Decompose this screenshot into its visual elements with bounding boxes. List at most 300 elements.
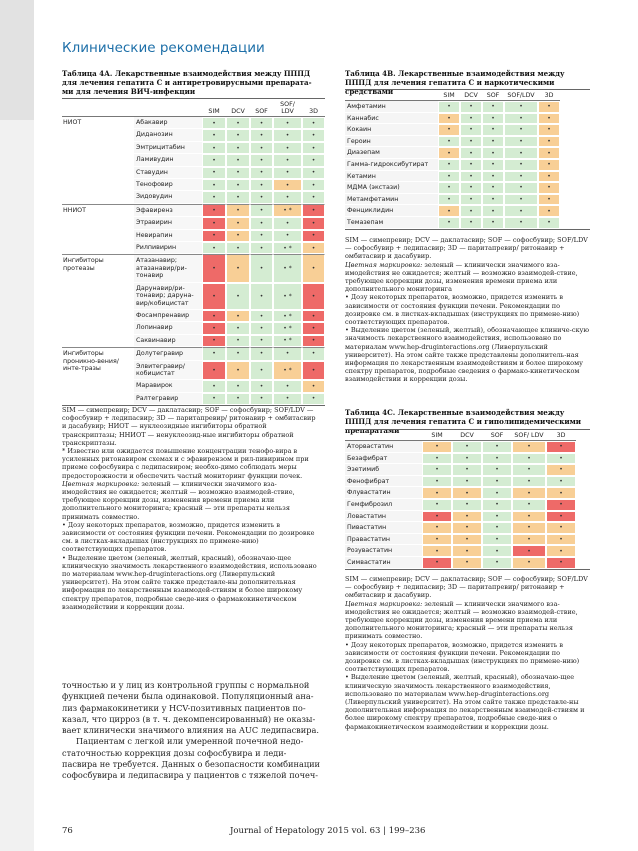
interaction-cell: • [482, 182, 504, 194]
interaction-cell: • [504, 113, 538, 125]
interaction-cell: • [460, 113, 482, 125]
interaction-cell: • [504, 159, 538, 171]
interaction-cell: • [452, 534, 482, 546]
interaction-cell: • [302, 117, 325, 129]
interaction-cell: • [546, 545, 576, 557]
interaction-cell: • [202, 347, 226, 360]
interaction-cell: • [302, 179, 325, 191]
drug-name: Кокаин [345, 124, 438, 136]
interaction-cell: • [452, 453, 482, 465]
interaction-cell: • [302, 393, 325, 405]
table-b [345, 89, 590, 230]
drug-name: Героин [345, 136, 438, 148]
interaction-cell: • [250, 393, 273, 405]
group-label: НИОТ [63, 119, 82, 126]
interaction-cell: • [302, 335, 325, 347]
interaction-cell: • [538, 101, 560, 113]
interaction-cell: • [250, 179, 273, 191]
group-label: ННИОТ [62, 204, 134, 255]
column-header: SIM [202, 99, 226, 117]
table-a-title: Таблица 4А. Лекарственные взаимодействия между ПППД для лечения гепатита С и антиретровирусными препарата-ми для лечения ВИЧ-инфекции [62, 69, 312, 96]
drug-name: Саквинавир [134, 335, 202, 347]
interaction-cell: • [302, 347, 325, 360]
interaction-cell: • [250, 347, 273, 360]
interaction-cell: • [273, 117, 302, 129]
interaction-cell: • [302, 191, 325, 203]
interaction-cell: • [546, 557, 576, 569]
column-header [134, 99, 202, 117]
interaction-cell: • [438, 171, 460, 183]
interaction-cell: • [512, 534, 546, 546]
interaction-cell: • [452, 557, 482, 569]
interaction-cell: • * [273, 322, 302, 334]
interaction-cell: • [460, 159, 482, 171]
drug-name: Этравирин [134, 217, 202, 229]
interaction-cell: • [512, 487, 546, 499]
drug-name: Ставудин [134, 167, 202, 179]
interaction-cell: • [422, 534, 452, 546]
interaction-cell: • [512, 545, 546, 557]
interaction-cell: • [452, 522, 482, 534]
drug-name: Маравирок [134, 380, 202, 392]
interaction-cell: • [422, 545, 452, 557]
table-b-notes [345, 236, 593, 384]
drug-name: Долутегравир [134, 347, 202, 360]
drug-name: Фенциклидин [345, 205, 438, 217]
interaction-cell: • [273, 393, 302, 405]
interaction-cell: • [202, 361, 226, 381]
drug-name: Диазепам [345, 147, 438, 159]
note-bullet: • Дозу некоторых препаратов, возможно, придется изменить в зависимости от состояния функции печени. Рекомендации по дозировке см. в листках-вкладышах (инструкциях по примене-нию) соответствующих препаратов. [345, 640, 580, 674]
drug-name: Невирапин [134, 230, 202, 242]
interaction-cell: • [438, 136, 460, 148]
interaction-cell: • [482, 136, 504, 148]
interaction-cell: • [422, 511, 452, 523]
interaction-cell: • [302, 204, 325, 217]
interaction-cell: • [482, 441, 512, 453]
note-bullet: • Выделение цветом (зеленый, желтый, красный), обозначаю-щее клиническую значимость лекарственного взаимодействия, использовано по материалам www.hep-druginteractions.org (Ливерпульский университет). На этом сайте также представле-ны дополнительная информация по лекарственным взаимодей-ствиям и более широкому спектру препаратов, подробные сведе-ния о фармакокинетическом взаимодействии и коррекции дозы. [345, 673, 585, 731]
interaction-cell: • [226, 283, 250, 310]
interaction-cell: • [226, 254, 250, 282]
drug-name: Гамма-гидроксибутират [345, 159, 438, 171]
table-c-grid [345, 430, 590, 569]
column-header: SIM [438, 90, 460, 101]
interaction-cell: • * [273, 283, 302, 310]
interaction-cell: • [546, 476, 576, 488]
interaction-cell: • [273, 142, 302, 154]
interaction-cell: • [422, 441, 452, 453]
interaction-cell: • [438, 113, 460, 125]
interaction-cell: • [302, 230, 325, 242]
interaction-cell: • [512, 511, 546, 523]
interaction-cell: • [273, 191, 302, 203]
drug-name: МДМА (экстази) [345, 182, 438, 194]
interaction-cell: • [538, 136, 560, 148]
interaction-cell: • [452, 499, 482, 511]
drug-name: Тенофовир [134, 179, 202, 191]
interaction-cell: • [538, 205, 560, 217]
interaction-cell: • [482, 453, 512, 465]
interaction-cell: • [482, 557, 512, 569]
interaction-cell: • [250, 310, 273, 322]
drug-name: Ловастатин [345, 511, 422, 523]
page-footer [0, 826, 638, 842]
interaction-cell: • [422, 453, 452, 465]
interaction-cell: • * [273, 204, 302, 217]
interaction-cell: • [504, 124, 538, 136]
interaction-cell: • [302, 142, 325, 154]
column-header [345, 430, 422, 441]
drug-name: Фенофибрат [345, 476, 422, 488]
interaction-cell: • [250, 242, 273, 254]
interaction-cell: • [302, 283, 325, 310]
interaction-cell: • * [273, 310, 302, 322]
journal-citation: Journal of Hepatology 2015 vol. 63 | 199–236 [230, 826, 426, 836]
interaction-cell: • [482, 534, 512, 546]
interaction-cell: • [482, 124, 504, 136]
drug-name: Розувастатин [345, 545, 422, 557]
body-paragraph: Пациентам с легкой или умеренной почечной недо-статочностью коррекция дозы софосбувира и леди-пасвира не требуется. Данных о безопасности комбинации софосбувира и ледипасвира у пациентов с тяжелой почеч- [62, 736, 321, 781]
interaction-cell: • [302, 322, 325, 334]
drug-name: Эфавиренз [134, 204, 202, 217]
color-legend-label: Цветная маркировка: [345, 260, 423, 269]
interaction-cell: • [482, 217, 504, 229]
interaction-cell: • [273, 129, 302, 141]
drug-name: Пивастатин [345, 522, 422, 534]
drug-name: Симвастатин [345, 557, 422, 569]
interaction-cell: • [546, 464, 576, 476]
interaction-cell: • [512, 522, 546, 534]
interaction-cell: • [273, 347, 302, 360]
interaction-cell: • [482, 101, 504, 113]
interaction-cell: • [422, 557, 452, 569]
interaction-cell: • [202, 254, 226, 282]
interaction-cell: • [538, 194, 560, 206]
interaction-cell: • [302, 242, 325, 254]
drug-name: Амфетамин [345, 101, 438, 113]
drug-name: Рилпивирин [134, 242, 202, 254]
interaction-cell: • [202, 393, 226, 405]
interaction-cell: • [302, 361, 325, 381]
interaction-cell: • [202, 322, 226, 334]
body-text [62, 680, 320, 782]
interaction-cell: • [422, 464, 452, 476]
interaction-cell: • [438, 194, 460, 206]
note-bullet: • Выделение цветом (зеленый, желтый, красный), обозначаю-щее клиническую значимость лекарственного взаимодействия, использовано по материалам www.hep-druginteractions.org (Ливерпульский университет). На этом сайте также представле-ны дополнительная информация по лекарственным взаимодей-ствиям и более широкому спектру препаратов, подробные сведе-ния о фармакокинетическом взаимодействии и коррекции дозы. [62, 553, 317, 611]
interaction-cell: • [202, 167, 226, 179]
interaction-cell: • [250, 361, 273, 381]
table-a-grid [62, 99, 325, 405]
drug-name: Фосампренавир [134, 310, 202, 322]
body-paragraph: точностью и у лиц из контрольной группы с нормальной функцией печени была одинаковой. Популяционный ана-лиз фармакокинетики у HCV-позитивных пациентов по-казал, что цирроз (в т. ч. декомпенсированный) не оказы-вает клинически значимого влияния на AUC ледипасвира. [62, 680, 319, 736]
interaction-cell: • [250, 129, 273, 141]
interaction-cell: • [202, 191, 226, 203]
drug-name: Дарунавир/ри-тонавир; даруна-вир/кобицистат [134, 283, 202, 310]
interaction-cell: • [452, 441, 482, 453]
interaction-cell: • [250, 217, 273, 229]
interaction-cell: • [538, 182, 560, 194]
column-header: DCV [226, 99, 250, 117]
drug-name: Эмтрицитабин [134, 142, 202, 154]
interaction-cell: • [250, 191, 273, 203]
table-c-title: Таблица 4С. Лекарственные взаимодействия между ПППД для лечения гепатита С и гиполипидемическими препаратами [345, 408, 582, 435]
interaction-cell: • [438, 159, 460, 171]
interaction-cell: • [504, 101, 538, 113]
interaction-cell: • [482, 205, 504, 217]
drug-name: Темазепам [345, 217, 438, 229]
interaction-cell: • [546, 453, 576, 465]
interaction-cell: • [546, 499, 576, 511]
interaction-cell: • [202, 117, 226, 129]
interaction-cell: • [226, 204, 250, 217]
interaction-cell: • [482, 499, 512, 511]
drug-name: Ламивудин [134, 154, 202, 166]
interaction-cell: • [302, 154, 325, 166]
table-c-notes [345, 575, 593, 731]
column-header: SOF/LDV [504, 90, 538, 101]
interaction-cell: • [273, 230, 302, 242]
interaction-cell: • [202, 179, 226, 191]
interaction-cell: • [226, 167, 250, 179]
interaction-cell: • [202, 310, 226, 322]
interaction-cell: • [226, 179, 250, 191]
interaction-cell: • [250, 154, 273, 166]
interaction-cell: • [504, 171, 538, 183]
drug-name: Диданозин [134, 129, 202, 141]
interaction-cell: • [226, 380, 250, 392]
interaction-cell: • [546, 441, 576, 453]
interaction-cell: • [438, 182, 460, 194]
interaction-cell: • [273, 217, 302, 229]
column-header: 3D [302, 99, 325, 117]
interaction-cell: • [422, 522, 452, 534]
column-header: SOF [250, 99, 273, 117]
interaction-cell: • [302, 310, 325, 322]
drug-name: Ралтегравир [134, 393, 202, 405]
interaction-cell: • [512, 453, 546, 465]
column-header: SOF/ LDV [273, 99, 302, 117]
interaction-cell: • [202, 335, 226, 347]
color-legend-text: зеленый — клинически значимого вза-имодействия не ожидается; желтый — возможно взаимодей-ствие, требующее коррекции дозы, изменения времени приема или дополнительного мониторинга; красный — эти препараты нельзя принимать совместно. [345, 599, 578, 641]
interaction-cell: • [438, 205, 460, 217]
interaction-cell: • [438, 124, 460, 136]
interaction-cell: • [482, 464, 512, 476]
table-a-notes [62, 406, 317, 611]
interaction-cell: • [438, 217, 460, 229]
interaction-cell: • [202, 380, 226, 392]
page-number: 76 [62, 826, 73, 836]
interaction-cell: • [250, 167, 273, 179]
interaction-cell: • [460, 171, 482, 183]
column-header: SIM [422, 430, 452, 441]
interaction-cell: • [422, 476, 452, 488]
interaction-cell: • [302, 254, 325, 282]
interaction-cell: • [482, 147, 504, 159]
interaction-cell: • [422, 499, 452, 511]
interaction-cell: • [202, 129, 226, 141]
interaction-cell: • * [273, 242, 302, 254]
interaction-cell: • [452, 545, 482, 557]
drug-name: Флувастатин [345, 487, 422, 499]
interaction-cell: • [546, 511, 576, 523]
drug-name: Зидовудин [134, 191, 202, 203]
interaction-cell: • [202, 154, 226, 166]
interaction-cell: • [438, 147, 460, 159]
drug-name: Правастатин [345, 534, 422, 546]
table-c [345, 429, 590, 570]
interaction-cell: • [226, 310, 250, 322]
interaction-cell: • * [273, 361, 302, 381]
column-header: SOF [482, 430, 512, 441]
interaction-cell: • [202, 142, 226, 154]
note-text: SIM — симепревир; DCV — даклатасвир; SOF — софосбувир; SOF/LDV — софосбувир + ледипасвир; 3D — паритапревир/ ритонавир + омбитасвир и дасабувир. [345, 236, 588, 261]
interaction-cell: • [226, 230, 250, 242]
note-bullet: • Выделение цветом (зеленый, желтый), обозначающее клиниче-скую значимость лекарственного взаимодействия, использовано по материалам www.hep-druginteractions.org (Ливерпульский университет). На этом сайте также представлены дополнитель-ная информация по лекарственным взаимодействиям и более широкому спектру препаратов, подробные сведения о фармако-кинетическом взаимодействии и коррекции дозы. [345, 326, 590, 384]
interaction-cell: • [226, 217, 250, 229]
drug-name: Абакавир [134, 117, 202, 129]
column-header: 3D [538, 90, 560, 101]
column-header: DCV [460, 90, 482, 101]
interaction-cell: • [452, 464, 482, 476]
drug-name: Безафибрат [345, 453, 422, 465]
drug-name: Гемфиброзил [345, 499, 422, 511]
color-legend [345, 600, 593, 641]
interaction-cell: • [302, 167, 325, 179]
interaction-cell: • [438, 101, 460, 113]
interaction-cell: • [538, 171, 560, 183]
interaction-cell: • [226, 142, 250, 154]
interaction-cell: • [250, 322, 273, 334]
interaction-cell: • [512, 476, 546, 488]
drug-name: Атазанавир; атазанавир/ри-тонавир [134, 254, 202, 282]
interaction-cell: • [512, 499, 546, 511]
interaction-cell: • [482, 194, 504, 206]
interaction-cell: • [482, 545, 512, 557]
interaction-cell: • [302, 380, 325, 392]
group-label: Ингибиторы протеазы [62, 254, 134, 347]
column-header: SOF/ LDV [512, 430, 546, 441]
page-side-band-accent [0, 0, 34, 120]
interaction-cell: • [512, 441, 546, 453]
interaction-cell: • [504, 217, 538, 229]
section-header: Клинические рекомендации [62, 40, 265, 56]
interaction-cell: • [422, 487, 452, 499]
interaction-cell: • [504, 205, 538, 217]
interaction-cell: • [226, 117, 250, 129]
interaction-cell: • [546, 487, 576, 499]
drug-name: Лопинавир [134, 322, 202, 334]
interaction-cell: • [504, 136, 538, 148]
interaction-cell: • [538, 124, 560, 136]
interaction-cell: • [250, 204, 273, 217]
interaction-cell: • [250, 142, 273, 154]
interaction-cell: • [504, 147, 538, 159]
interaction-cell: • [538, 113, 560, 125]
interaction-cell: • [482, 522, 512, 534]
drug-name: Аторвастатин [345, 441, 422, 453]
interaction-cell: • [460, 101, 482, 113]
note-bullet: • Дозу некоторых препаратов, возможно, придется изменить в зависимости от состояния функции печени. Рекомендации по дозировке см. в листках-вкладышах (инструкциях по примене-нию) соответствующих препаратов. [62, 520, 315, 554]
interaction-cell: • [202, 283, 226, 310]
table-b-title: Таблица 4В. Лекарственные взаимодействия между ПППД для лечения гепатита С и наркотическими средствами [345, 69, 565, 96]
drug-name: Кетамин [345, 171, 438, 183]
interaction-cell: • [250, 380, 273, 392]
interaction-cell: • [452, 511, 482, 523]
interaction-cell: • [226, 347, 250, 360]
interaction-cell: • [504, 182, 538, 194]
interaction-cell: • [202, 242, 226, 254]
interaction-cell: • [302, 217, 325, 229]
interaction-cell: • [460, 136, 482, 148]
color-legend-label: Цветная маркировка: [345, 599, 423, 608]
interaction-cell: • [482, 171, 504, 183]
interaction-cell: • [250, 230, 273, 242]
interaction-cell: • [250, 254, 273, 282]
interaction-cell: • [538, 217, 560, 229]
interaction-cell: • [512, 557, 546, 569]
interaction-cell: • [226, 322, 250, 334]
color-legend-text: зеленый — клинически значимого вза-имодействия не ожидается; желтый — возможно взаимодей-ствие, требующее коррекции дозы, изменения времени приема или дополнительного мониторинга; красный — эти препараты нельзя принимать совместно. [62, 479, 295, 521]
interaction-cell: • [226, 242, 250, 254]
interaction-cell: • [482, 487, 512, 499]
interaction-cell: • [250, 283, 273, 310]
color-legend [62, 480, 317, 521]
interaction-cell: • [250, 335, 273, 347]
table-b-grid [345, 90, 590, 229]
column-header: 3D [546, 430, 576, 441]
note-text: * Известно или ожидается повышение концентрации тенофо-вира в усиленных ритонавиром схемах и с эфавирензом и рил-пивирином при приеме софосбувира с ледипасвиром; необхо-димо соблюдать меры предосторожности и обеспечить частый мониторинг функции почек. [62, 447, 309, 480]
interaction-cell: • [226, 154, 250, 166]
interaction-cell: • [460, 147, 482, 159]
interaction-cell: • [460, 217, 482, 229]
note-bullet: • Дозу некоторых препаратов, возможно, придется изменить в зависимости от состояния функции печени. Рекомендации по дозировке см. в листках-вкладышах (инструкциях по примене-нию) соответствующих препаратов. [345, 293, 580, 327]
interaction-cell: • [546, 522, 576, 534]
column-header: DCV [452, 430, 482, 441]
drug-name: Метамфетамин [345, 194, 438, 206]
note-text: SIM — симепревир; DCV — даклатасвир; SOF — софосбувир; SOF/LDV — софосбувир + ледипасвир; 3D — паритапревир/ ритонавир + омбитасвир и дасабувир. [345, 575, 588, 600]
interaction-cell: • [452, 487, 482, 499]
interaction-cell: • [273, 167, 302, 179]
drug-name: Каннабис [345, 113, 438, 125]
column-header [345, 90, 438, 101]
column-header: SOF [482, 90, 504, 101]
interaction-cell: • [460, 124, 482, 136]
interaction-cell: • [273, 154, 302, 166]
color-legend-label: Цветная маркировка: [62, 479, 140, 488]
drug-name: Элвитегравир/ кобицистат [134, 361, 202, 381]
interaction-cell: • [202, 204, 226, 217]
interaction-cell: • [226, 129, 250, 141]
interaction-cell: • [460, 182, 482, 194]
interaction-cell: • [226, 361, 250, 381]
interaction-cell: • * [273, 335, 302, 347]
interaction-cell: • [460, 205, 482, 217]
interaction-cell: • [226, 335, 250, 347]
interaction-cell: • [512, 464, 546, 476]
interaction-cell: • [482, 511, 512, 523]
column-header [62, 99, 134, 117]
interaction-cell: • [302, 129, 325, 141]
interaction-cell: • [482, 476, 512, 488]
interaction-cell: • [202, 230, 226, 242]
interaction-cell: • [273, 380, 302, 392]
interaction-cell: • [482, 159, 504, 171]
group-label: Ингибиторы проникно-вения/инте-тразы [62, 347, 134, 405]
page-side-band [0, 0, 34, 851]
interaction-cell: • [482, 113, 504, 125]
interaction-cell: • [504, 194, 538, 206]
interaction-cell: • [538, 159, 560, 171]
